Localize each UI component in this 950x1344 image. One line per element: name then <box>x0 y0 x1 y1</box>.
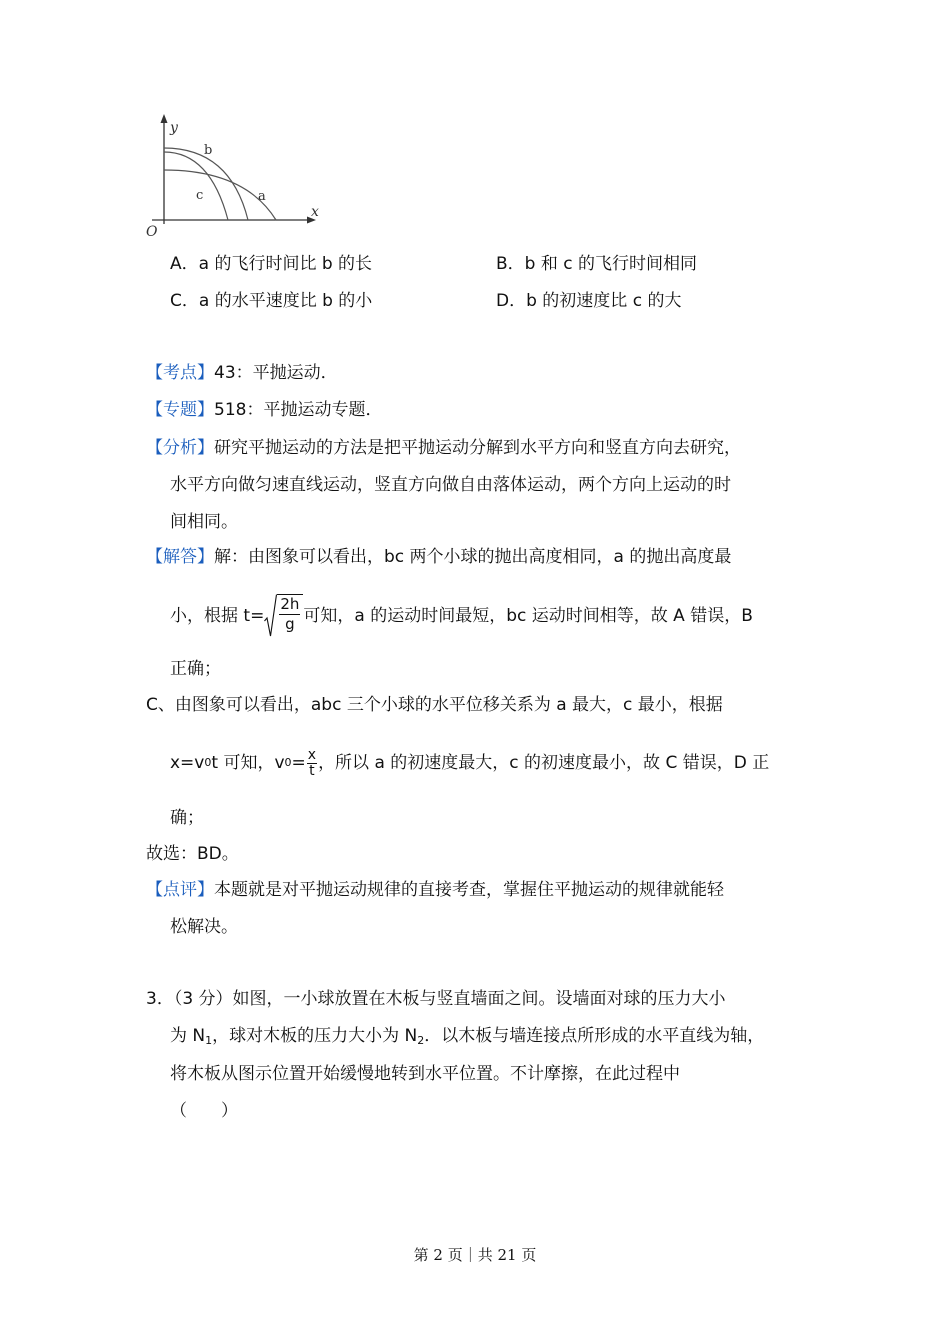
radical-sign <box>264 594 277 638</box>
dianping-line-1 <box>146 879 724 901</box>
question3-line-1 <box>146 988 726 1010</box>
curve-label-b: b <box>204 143 213 158</box>
kaodian-text: 43：平抛运动． <box>214 363 338 383</box>
option-c: C．a 的水平速度比 b 的小 <box>170 291 373 311</box>
jieda-text-5b: t 可知，v <box>211 753 285 773</box>
option-a: A．a 的飞行时间比 b 的长 <box>170 254 373 274</box>
formula-v-numerator: x <box>307 746 317 763</box>
subscript-2: 2 <box>417 1034 425 1047</box>
question3-text-2c: ．以木板与墙连接点所形成的水平直线为轴， <box>424 1026 765 1046</box>
zhuanti-tag: 【专题】 <box>146 400 214 420</box>
fenxi-tag: 【分析】 <box>146 438 214 458</box>
subscript-0-a: 0 <box>204 756 212 769</box>
jieda-tag: 【解答】 <box>146 547 214 567</box>
zhuanti-text: 518：平抛运动专题． <box>214 400 383 420</box>
jieda-text-2b: 可知，a 的运动时间最短，bc 运动时间相等，故 A 错误，B <box>303 606 753 626</box>
jieda-line-7: 故选：BD。 <box>146 844 239 864</box>
fenxi-line-2: 水平方向做匀速直线运动，竖直方向做自由落体运动，两个方向上运动的时 <box>170 475 731 495</box>
jieda-line-1 <box>146 546 731 568</box>
jieda-line-2 <box>170 592 753 640</box>
jieda-text-1: 解：由图象可以看出，bc 两个小球的抛出高度相同，a 的抛出高度最 <box>214 547 732 567</box>
curve-label-c: c <box>196 188 204 203</box>
jieda-text-5d: ，所以 a 的初速度最大，c 的初速度最小，故 C 错误，D 正 <box>318 753 770 773</box>
sqrt-radicand <box>277 594 303 638</box>
jieda-line-5 <box>170 742 769 784</box>
formula-t-numerator: 2h <box>280 595 300 613</box>
jieda-line-6: 确； <box>170 808 204 828</box>
fenxi-line-3: 间相同。 <box>170 512 238 532</box>
dianping-text-1: 本题就是对平抛运动规律的直接考查，掌握住平抛运动的规律就能轻 <box>214 880 724 900</box>
jieda-line-3: 正确； <box>170 659 221 679</box>
question3-text-1: （3 分）如图，一小球放置在木板与竖直墙面之间。设墙面对球的压力大小 <box>173 989 726 1009</box>
curve-label-a: a <box>258 189 266 204</box>
dianping-line-2: 松解决。 <box>170 917 238 937</box>
formula-v-denominator: t <box>309 762 315 779</box>
x-axis-label: x <box>311 204 319 220</box>
question3-text-2b: ，球对木板的压力大小为 N <box>212 1026 418 1046</box>
jieda-line-4: C、由图象可以看出，abc 三个小球的水平位移关系为 a 最大，c 最小，根据 <box>146 695 723 715</box>
formula-v <box>307 748 317 779</box>
origin-label: O <box>146 224 158 240</box>
jieda-text-5a: x=v <box>170 753 205 773</box>
formula-t-denominator: g <box>285 615 295 633</box>
kaodian-line <box>146 362 338 384</box>
y-axis-arrow <box>161 114 168 123</box>
y-axis-label: y <box>170 120 178 136</box>
jieda-text-2a: 小，根据 t= <box>170 606 265 626</box>
question3-line-3: 将木板从图示位置开始缓慢地转到水平位置。不计摩擦，在此过程中 <box>170 1064 680 1084</box>
fenxi-text-1: 研究平抛运动的方法是把平抛运动分解到水平方向和竖直方向去研究， <box>214 438 741 458</box>
page-footer: 第 2 页｜共 21 页 <box>413 1246 537 1264</box>
question3-line-2 <box>170 1025 764 1052</box>
kaodian-tag: 【考点】 <box>146 363 214 383</box>
question3-text-2a: 为 N <box>170 1026 206 1046</box>
subscript-1: 1 <box>205 1034 213 1047</box>
option-b: B．b 和 c 的飞行时间相同 <box>496 254 698 274</box>
sqrt-formula <box>264 594 303 638</box>
option-d: D．b 的初速度比 c 的大 <box>496 291 682 311</box>
jieda-text-5c: = <box>291 753 306 773</box>
curve-c <box>164 152 228 220</box>
dianping-tag: 【点评】 <box>146 880 214 900</box>
projectile-figure <box>140 112 340 240</box>
zhuanti-line <box>146 399 382 421</box>
subscript-0-b: 0 <box>284 756 292 769</box>
question3-number: 3． <box>146 989 174 1009</box>
question3-line-4: （ ） <box>170 1101 238 1121</box>
fenxi-line-1 <box>146 437 741 459</box>
